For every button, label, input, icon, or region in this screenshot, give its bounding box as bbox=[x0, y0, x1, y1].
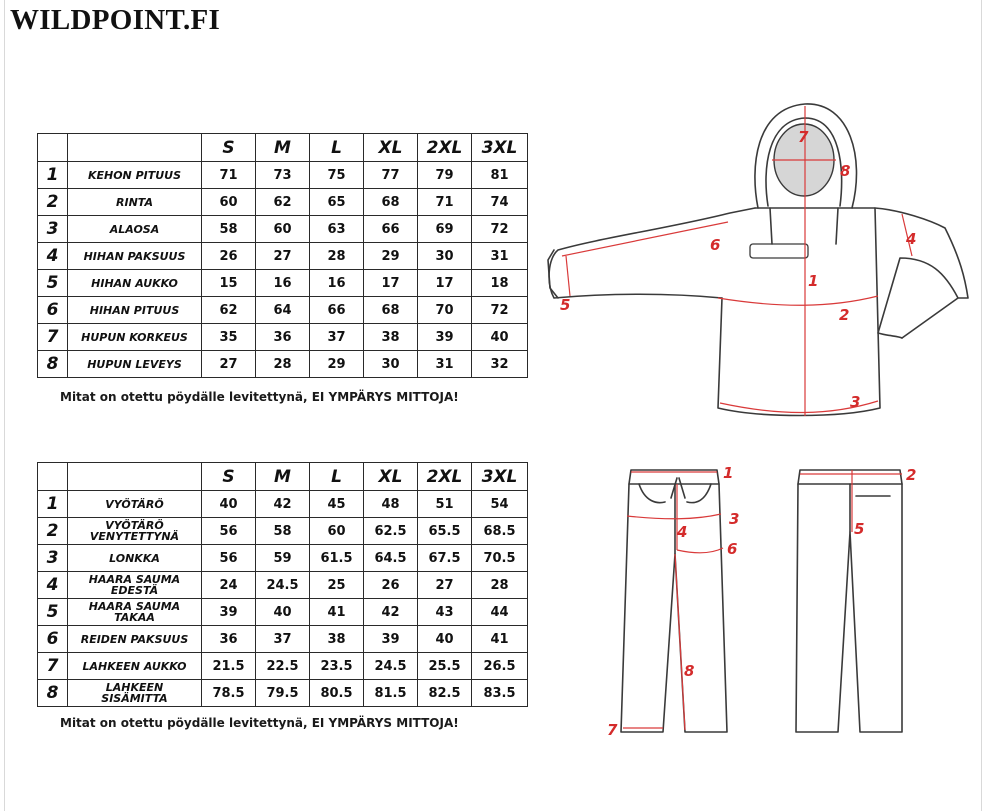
size-value-cell: 60 bbox=[310, 518, 364, 545]
row-index: 2 bbox=[38, 518, 68, 545]
size-value-cell: 67.5 bbox=[418, 545, 472, 572]
jacket-label-6: 6 bbox=[710, 236, 721, 254]
size-header: S bbox=[202, 463, 256, 491]
table-row bbox=[38, 653, 528, 680]
size-value-cell: 26 bbox=[364, 572, 418, 599]
pants-back-label-2: 2 bbox=[906, 466, 917, 484]
size-value-cell: 15 bbox=[202, 270, 256, 297]
size-value-cell: 40 bbox=[256, 599, 310, 626]
row-index: 3 bbox=[38, 216, 68, 243]
pants-front-label-1: 1 bbox=[723, 464, 734, 482]
size-header: 3XL bbox=[472, 463, 528, 491]
size-value-cell: 28 bbox=[310, 243, 364, 270]
size-value-cell: 21.5 bbox=[202, 653, 256, 680]
table-row bbox=[38, 243, 528, 270]
size-value-cell: 24.5 bbox=[256, 572, 310, 599]
size-value-cell: 40 bbox=[202, 491, 256, 518]
pants-measure-note: Mitat on otettu pöydälle levitettynä, EI YMPÄRYS MITTOJA! bbox=[60, 716, 459, 730]
size-value-cell: 64.5 bbox=[364, 545, 418, 572]
table-row bbox=[38, 297, 528, 324]
size-value-cell: 66 bbox=[364, 216, 418, 243]
size-value-cell: 27 bbox=[202, 351, 256, 378]
table-row bbox=[38, 491, 528, 518]
pants-front-label-7: 7 bbox=[607, 721, 618, 739]
size-value-cell: 26 bbox=[202, 243, 256, 270]
row-index: 1 bbox=[38, 162, 68, 189]
row-index: 6 bbox=[38, 626, 68, 653]
size-value-cell: 83.5 bbox=[472, 680, 528, 707]
row-index: 4 bbox=[38, 243, 68, 270]
size-value-cell: 64 bbox=[256, 297, 310, 324]
size-value-cell: 68.5 bbox=[472, 518, 528, 545]
pants-back-labels bbox=[854, 466, 916, 538]
table-row bbox=[38, 189, 528, 216]
size-value-cell: 28 bbox=[472, 572, 528, 599]
size-value-cell: 22.5 bbox=[256, 653, 310, 680]
row-label: HAARA SAUMA TAKAA bbox=[68, 599, 202, 626]
size-value-cell: 35 bbox=[202, 324, 256, 351]
size-value-cell: 80.5 bbox=[310, 680, 364, 707]
jacket-size-table bbox=[37, 133, 528, 378]
row-label: LONKKA bbox=[68, 545, 202, 572]
pants-table-header-row bbox=[38, 463, 528, 491]
table-row bbox=[38, 626, 528, 653]
size-value-cell: 78.5 bbox=[202, 680, 256, 707]
size-value-cell: 65.5 bbox=[418, 518, 472, 545]
row-label: LAHKEEN AUKKO bbox=[68, 653, 202, 680]
brand-logo: WILDPOINT.FI bbox=[10, 4, 221, 36]
pants-back-diagram bbox=[790, 462, 930, 742]
jacket-label-4: 4 bbox=[906, 230, 917, 248]
jacket-diagram bbox=[540, 98, 980, 428]
size-header: S bbox=[202, 134, 256, 162]
size-value-cell: 82.5 bbox=[418, 680, 472, 707]
size-value-cell: 79.5 bbox=[256, 680, 310, 707]
size-value-cell: 30 bbox=[418, 243, 472, 270]
size-header: 2XL bbox=[418, 463, 472, 491]
size-value-cell: 36 bbox=[256, 324, 310, 351]
size-value-cell: 26.5 bbox=[472, 653, 528, 680]
size-header: 3XL bbox=[472, 134, 528, 162]
size-value-cell: 41 bbox=[310, 599, 364, 626]
size-value-cell: 75 bbox=[310, 162, 364, 189]
size-value-cell: 66 bbox=[310, 297, 364, 324]
row-index: 4 bbox=[38, 572, 68, 599]
row-label: RINTA bbox=[68, 189, 202, 216]
pants-front-outline bbox=[621, 470, 727, 732]
table-row bbox=[38, 572, 528, 599]
row-label: HIHAN PAKSUUS bbox=[68, 243, 202, 270]
size-value-cell: 71 bbox=[202, 162, 256, 189]
size-value-cell: 54 bbox=[472, 491, 528, 518]
table-row bbox=[38, 324, 528, 351]
label-header-cell bbox=[68, 463, 202, 491]
size-value-cell: 42 bbox=[364, 599, 418, 626]
table-row bbox=[38, 270, 528, 297]
size-value-cell: 68 bbox=[364, 297, 418, 324]
size-value-cell: 72 bbox=[472, 297, 528, 324]
size-value-cell: 29 bbox=[310, 351, 364, 378]
size-value-cell: 60 bbox=[202, 189, 256, 216]
size-value-cell: 63 bbox=[310, 216, 364, 243]
size-value-cell: 58 bbox=[202, 216, 256, 243]
size-value-cell: 42 bbox=[256, 491, 310, 518]
size-header: XL bbox=[364, 134, 418, 162]
table-row bbox=[38, 518, 528, 545]
size-value-cell: 65 bbox=[310, 189, 364, 216]
jacket-label-7: 7 bbox=[798, 128, 809, 146]
jacket-measurement-lines bbox=[562, 106, 912, 416]
label-header-cell bbox=[68, 134, 202, 162]
size-value-cell: 69 bbox=[418, 216, 472, 243]
row-label: HAARA SAUMA EDESTÄ bbox=[68, 572, 202, 599]
size-value-cell: 62 bbox=[256, 189, 310, 216]
size-value-cell: 56 bbox=[202, 545, 256, 572]
size-value-cell: 24 bbox=[202, 572, 256, 599]
size-value-cell: 39 bbox=[202, 599, 256, 626]
pants-back-outline bbox=[796, 470, 902, 732]
size-value-cell: 60 bbox=[256, 216, 310, 243]
size-value-cell: 31 bbox=[472, 243, 528, 270]
size-value-cell: 62 bbox=[202, 297, 256, 324]
row-label: KEHON PITUUS bbox=[68, 162, 202, 189]
row-label: ALAOSA bbox=[68, 216, 202, 243]
jacket-table-header-row bbox=[38, 134, 528, 162]
size-header: XL bbox=[364, 463, 418, 491]
corner-cell bbox=[38, 134, 68, 162]
size-value-cell: 24.5 bbox=[364, 653, 418, 680]
jacket-label-2: 2 bbox=[839, 306, 850, 324]
pants-back-measurement-lines bbox=[800, 470, 902, 532]
size-value-cell: 62.5 bbox=[364, 518, 418, 545]
size-value-cell: 29 bbox=[364, 243, 418, 270]
size-value-cell: 59 bbox=[256, 545, 310, 572]
size-header: M bbox=[256, 134, 310, 162]
row-label: REIDEN PAKSUUS bbox=[68, 626, 202, 653]
row-index: 8 bbox=[38, 351, 68, 378]
row-index: 5 bbox=[38, 270, 68, 297]
size-value-cell: 27 bbox=[256, 243, 310, 270]
left-frame-line bbox=[4, 0, 5, 811]
size-value-cell: 68 bbox=[364, 189, 418, 216]
size-value-cell: 38 bbox=[364, 324, 418, 351]
row-index: 7 bbox=[38, 653, 68, 680]
size-value-cell: 81.5 bbox=[364, 680, 418, 707]
jacket-label-3: 3 bbox=[850, 393, 861, 411]
size-value-cell: 40 bbox=[418, 626, 472, 653]
size-header: M bbox=[256, 463, 310, 491]
size-value-cell: 43 bbox=[418, 599, 472, 626]
size-value-cell: 39 bbox=[418, 324, 472, 351]
row-index: 3 bbox=[38, 545, 68, 572]
size-value-cell: 70.5 bbox=[472, 545, 528, 572]
size-value-cell: 39 bbox=[364, 626, 418, 653]
size-value-cell: 36 bbox=[202, 626, 256, 653]
row-label: HUPUN LEVEYS bbox=[68, 351, 202, 378]
row-label: HIHAN AUKKO bbox=[68, 270, 202, 297]
size-value-cell: 27 bbox=[418, 572, 472, 599]
size-value-cell: 56 bbox=[202, 518, 256, 545]
size-value-cell: 45 bbox=[310, 491, 364, 518]
size-value-cell: 25.5 bbox=[418, 653, 472, 680]
size-value-cell: 16 bbox=[310, 270, 364, 297]
size-value-cell: 41 bbox=[472, 626, 528, 653]
size-value-cell: 25 bbox=[310, 572, 364, 599]
size-value-cell: 74 bbox=[472, 189, 528, 216]
row-index: 6 bbox=[38, 297, 68, 324]
row-index: 5 bbox=[38, 599, 68, 626]
size-value-cell: 32 bbox=[472, 351, 528, 378]
size-header: L bbox=[310, 134, 364, 162]
row-label: HUPUN KORKEUS bbox=[68, 324, 202, 351]
right-frame-line bbox=[981, 0, 982, 811]
table-row bbox=[38, 216, 528, 243]
jacket-label-1: 1 bbox=[808, 272, 819, 290]
size-value-cell: 51 bbox=[418, 491, 472, 518]
size-value-cell: 77 bbox=[364, 162, 418, 189]
jacket-measurement-labels bbox=[560, 128, 916, 411]
size-value-cell: 58 bbox=[256, 518, 310, 545]
table-row bbox=[38, 599, 528, 626]
size-value-cell: 37 bbox=[310, 324, 364, 351]
pants-front-label-4: 4 bbox=[677, 523, 688, 541]
pants-back-label-5: 5 bbox=[854, 520, 865, 538]
size-value-cell: 72 bbox=[472, 216, 528, 243]
size-value-cell: 38 bbox=[310, 626, 364, 653]
row-label: VYÖTÄRÖ bbox=[68, 491, 202, 518]
size-header: L bbox=[310, 463, 364, 491]
jacket-label-8: 8 bbox=[840, 162, 851, 180]
table-row bbox=[38, 351, 528, 378]
table-row bbox=[38, 680, 528, 707]
size-header: 2XL bbox=[418, 134, 472, 162]
size-value-cell: 16 bbox=[256, 270, 310, 297]
pants-size-table bbox=[37, 462, 528, 707]
row-label: HIHAN PITUUS bbox=[68, 297, 202, 324]
row-label: LAHKEEN SISÄMITTA bbox=[68, 680, 202, 707]
size-value-cell: 81 bbox=[472, 162, 528, 189]
jacket-measure-note: Mitat on otettu pöydälle levitettynä, EI YMPÄRYS MITTOJA! bbox=[60, 390, 459, 404]
table-row bbox=[38, 545, 528, 572]
size-value-cell: 23.5 bbox=[310, 653, 364, 680]
pants-front-label-3: 3 bbox=[729, 510, 740, 528]
jacket-outline bbox=[548, 104, 968, 416]
size-value-cell: 28 bbox=[256, 351, 310, 378]
corner-cell bbox=[38, 463, 68, 491]
pants-front-measurement-lines bbox=[623, 472, 723, 730]
row-label: VYÖTÄRÖ VENYTETTYNÄ bbox=[68, 518, 202, 545]
size-value-cell: 61.5 bbox=[310, 545, 364, 572]
size-value-cell: 70 bbox=[418, 297, 472, 324]
size-value-cell: 30 bbox=[364, 351, 418, 378]
row-index: 1 bbox=[38, 491, 68, 518]
pants-front-label-8: 8 bbox=[684, 662, 695, 680]
size-value-cell: 37 bbox=[256, 626, 310, 653]
size-value-cell: 79 bbox=[418, 162, 472, 189]
size-value-cell: 71 bbox=[418, 189, 472, 216]
row-index: 8 bbox=[38, 680, 68, 707]
pants-front-label-6: 6 bbox=[727, 540, 738, 558]
table-row bbox=[38, 162, 528, 189]
row-index: 7 bbox=[38, 324, 68, 351]
size-value-cell: 31 bbox=[418, 351, 472, 378]
size-value-cell: 48 bbox=[364, 491, 418, 518]
row-index: 2 bbox=[38, 189, 68, 216]
size-value-cell: 17 bbox=[364, 270, 418, 297]
pants-front-diagram bbox=[605, 462, 755, 742]
size-value-cell: 18 bbox=[472, 270, 528, 297]
size-value-cell: 73 bbox=[256, 162, 310, 189]
size-value-cell: 44 bbox=[472, 599, 528, 626]
jacket-label-5: 5 bbox=[560, 296, 571, 314]
size-value-cell: 40 bbox=[472, 324, 528, 351]
size-value-cell: 17 bbox=[418, 270, 472, 297]
